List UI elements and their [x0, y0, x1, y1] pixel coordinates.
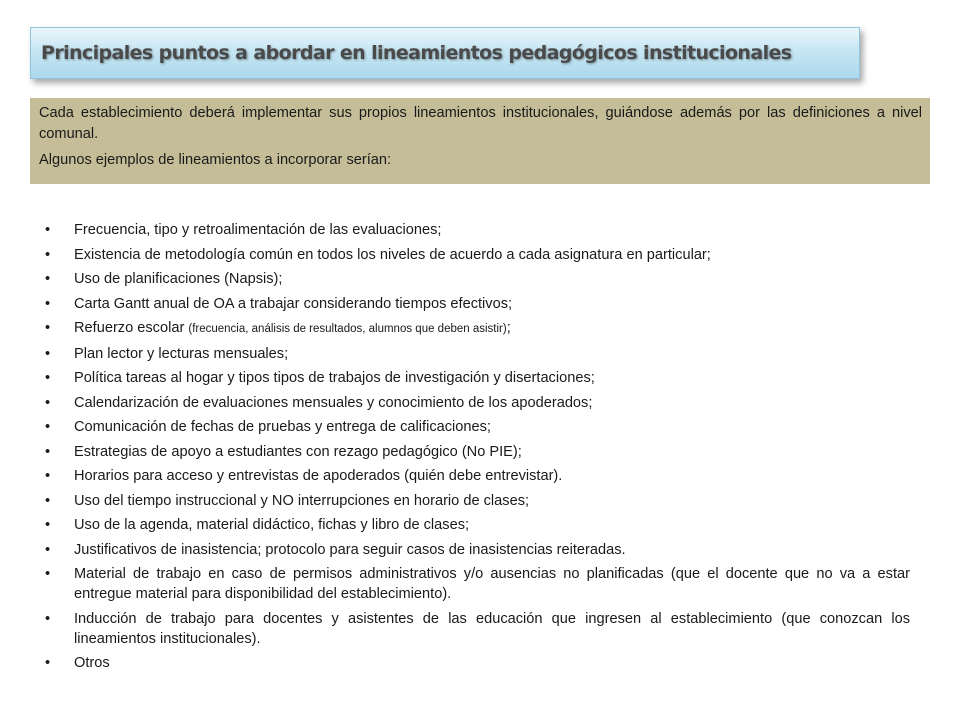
bullet-icon: • [45, 295, 51, 312]
list-item [45, 515, 910, 535]
list-item [45, 220, 910, 240]
list-item [45, 318, 910, 339]
bullet-icon: • [45, 517, 51, 533]
title-banner [30, 27, 860, 79]
list-item [45, 466, 910, 486]
list-item-text: Estrategias de apoyo a estudiantes con rezago pedagógico (No PIE); [74, 443, 522, 460]
list-item [45, 393, 910, 413]
list-item-text: Uso de la agenda, material didáctico, fichas y libro de clases; [74, 517, 470, 533]
guideline-list [45, 220, 910, 678]
list-item [45, 609, 910, 649]
bullet-icon: • [45, 610, 51, 627]
intro-paragraph-1: Cada establecimiento deberá implementar sus propios lineamientos institucionales, guiándose además por las definiciones a nivel comunal. [39, 105, 922, 142]
bullet-icon: • [45, 468, 51, 484]
list-item [45, 417, 910, 437]
list-item-text: Refuerzo escolar [74, 320, 189, 336]
list-item-text: Uso de planificaciones (Napsis); [74, 271, 283, 287]
list-item-text: Material de trabajo en caso de permisos administrativos y/o ausencias no planificadas (que el docente que no va a estar entregue material para disponibilidad del establecimiento). [74, 566, 910, 602]
list-item-suffix: ; [506, 320, 511, 336]
list-item-text: Frecuencia, tipo y retroalimentación de las evaluaciones; [74, 222, 442, 238]
list-item [45, 653, 910, 673]
list-item [45, 245, 910, 265]
bullet-icon: • [45, 492, 51, 509]
list-item [45, 269, 910, 289]
bullet-icon: • [45, 541, 51, 558]
list-item-text: Uso del tiempo instruccional y NO interrupciones en horario de clases; [74, 492, 530, 509]
bullet-icon: • [45, 443, 51, 460]
list-item [45, 540, 910, 560]
list-item-text: Justificativos de inasistencia; protocolo para seguir casos de inasistencias reiteradas. [74, 541, 626, 558]
list-item-text: Comunicación de fechas de pruebas y entrega de calificaciones; [74, 419, 491, 435]
intro-paragraph-2: Algunos ejemplos de lineamientos a incorporar serían: [39, 152, 392, 168]
list-item-text: Calendarización de evaluaciones mensuales y conocimiento de los apoderados; [74, 394, 593, 411]
bullet-icon: • [45, 246, 51, 263]
list-item [45, 442, 910, 462]
bullet-icon: • [45, 419, 51, 435]
list-item [45, 294, 910, 314]
list-item-text: Horarios para acceso y entrevistas de apoderados (quién debe entrevistar). [74, 468, 563, 484]
list-item-text: Carta Gantt anual de OA a trabajar considerando tiempos efectivos; [74, 295, 513, 312]
bullet-icon: • [45, 370, 51, 386]
list-item-text: Plan lector y lecturas mensuales; [74, 345, 289, 362]
list-item-text: Otros [74, 655, 110, 671]
list-item [45, 564, 910, 604]
bullet-icon: • [45, 566, 51, 582]
bullet-icon: • [45, 655, 51, 671]
bullet-icon: • [45, 345, 51, 362]
page-title: Principales puntos a abordar en lineamientos pedagógicos institucionales [41, 42, 792, 64]
intro-box [30, 98, 930, 184]
list-item [45, 491, 910, 511]
list-item [45, 368, 910, 388]
bullet-icon: • [45, 320, 51, 336]
list-item [45, 344, 910, 364]
bullet-icon: • [45, 222, 51, 238]
list-item-text: Política tareas al hogar y tipos tipos de trabajos de investigación y disertaciones; [74, 370, 595, 386]
bullet-icon: • [45, 271, 51, 287]
bullet-icon: • [45, 394, 51, 411]
list-item-text: Existencia de metodología común en todos los niveles de acuerdo a cada asignatura en particular; [74, 246, 711, 263]
list-item-text: Inducción de trabajo para docentes y asistentes de las educación que ingresen al establecimiento (que conozcan los lineamientos institucionales). [74, 610, 910, 647]
list-item-note: (frecuencia, análisis de resultados, alumnos que deben asistir) [188, 323, 507, 335]
